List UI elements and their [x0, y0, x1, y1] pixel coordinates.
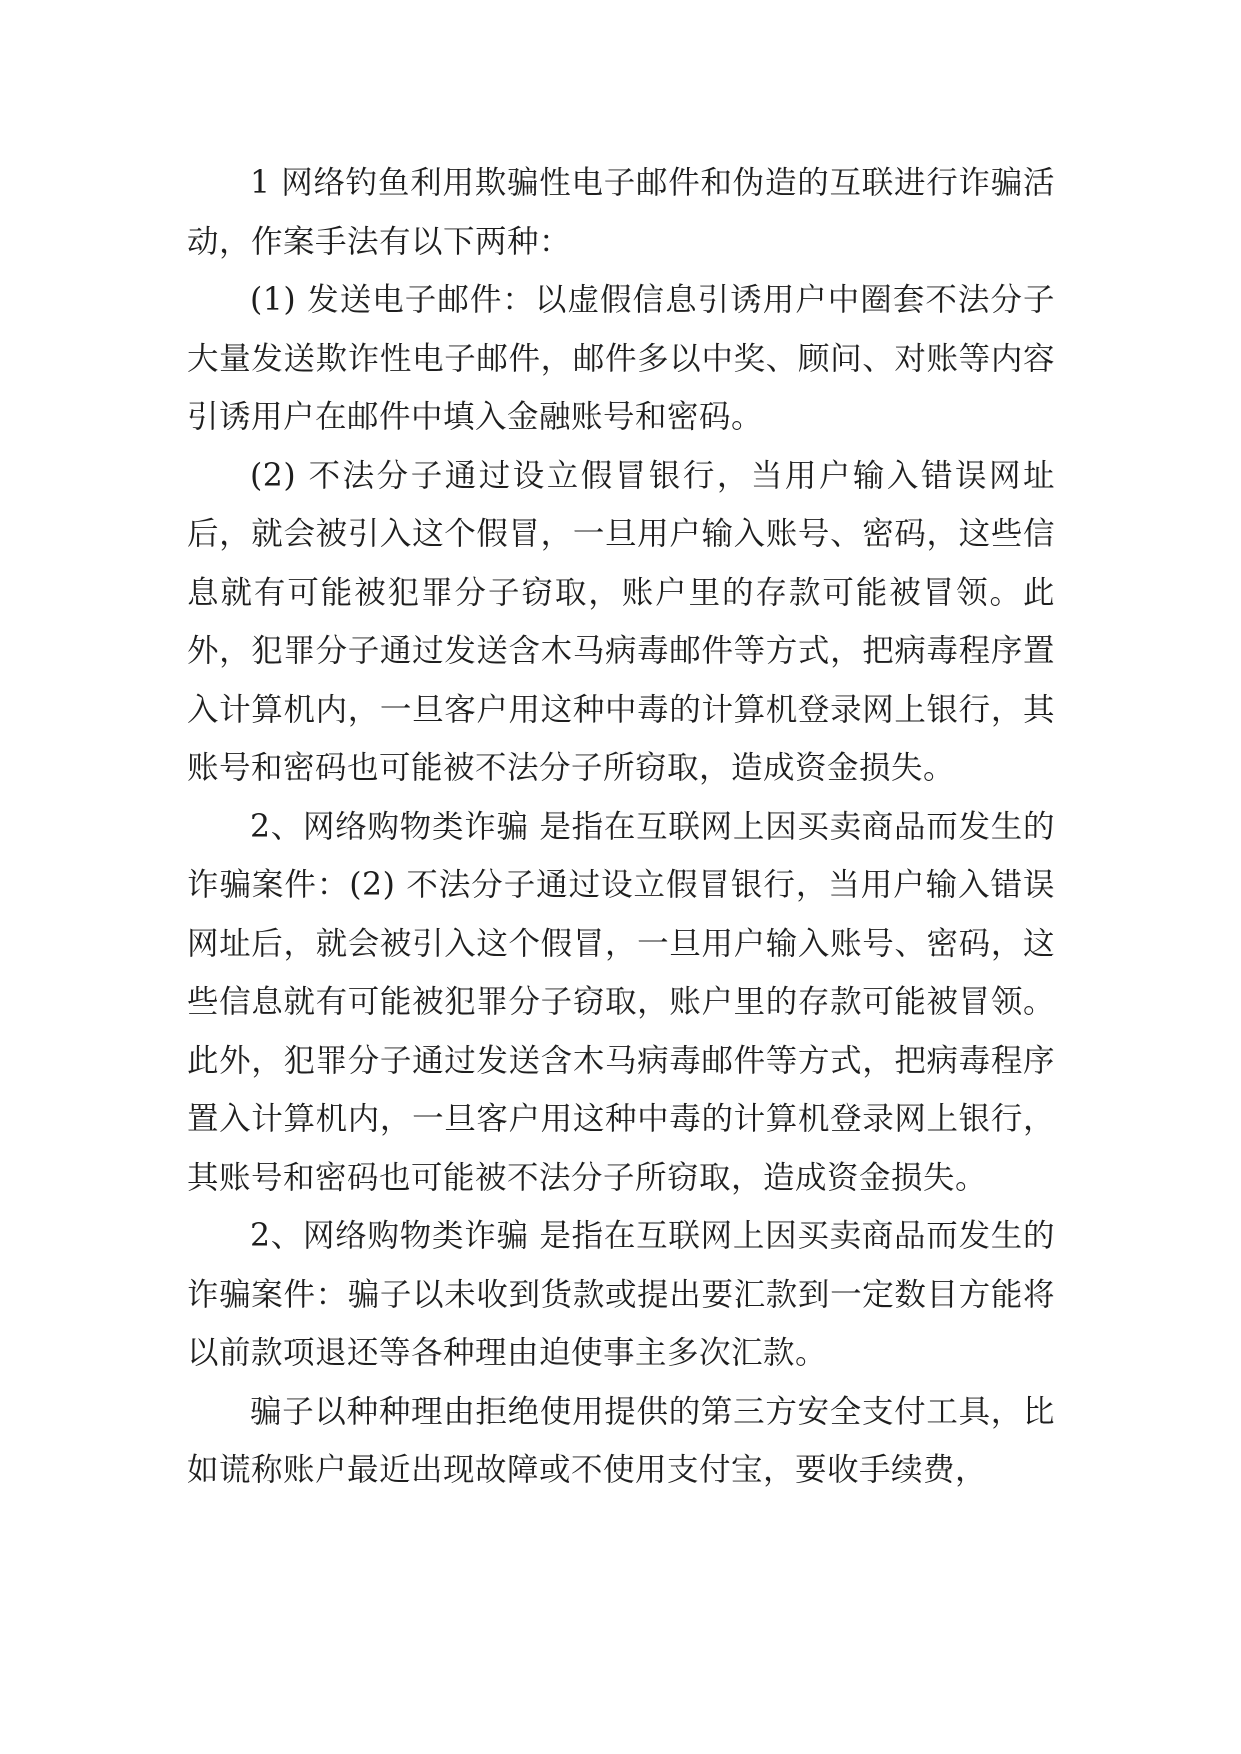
paragraph-phishing-fake-bank: (2) 不法分子通过设立假冒银行，当用户输入错误网址后，就会被引入这个假冒，一旦用户输入账号、密码，这些信息就有可能被犯罪分子窃取，账户里的存款可能被冒领。此外，犯罪分子通过发送含木马病毒邮件等方式，把病毒程序置入计算机内，一旦客户用这种中毒的计算机登录网上银行，其账号和密码也可能被不法分子所窃取，造成资金损失。: [187, 457, 1055, 786]
paragraph-shopping-fraud-2: 2、网络购物类诈骗 是指在互联网上因买卖商品而发生的诈骗案件：骗子以未收到货款或提出要汇款到一定数目方能将以前款项退还等各种理由迫使事主多次汇款。: [187, 1218, 1055, 1371]
paragraph-shopping-fraud-1: 2、网络购物类诈骗 是指在互联网上因买卖商品而发生的诈骗案件：(2) 不法分子通过设立假冒银行，当用户输入错误网址后，就会被引入这个假冒，一旦用户输入账号、密码，这些信息就有可能被犯罪分子窃取，账户里的存款可能被冒领。此外，犯罪分子通过发送含木马病毒邮件等方式，把病毒程序置入计算机内，一旦客户用这种中毒的计算机登录网上银行，其账号和密码也可能被不法分子所窃取，造成资金损失。: [187, 808, 1055, 1196]
paragraph-third-party-payment: 骗子以种种理由拒绝使用提供的第三方安全支付工具，比如谎称账户最近出现故障或不使用支付宝，要收手续费，: [187, 1393, 1055, 1488]
document-body: [187, 154, 1055, 1500]
paragraph-phishing-email: (1) 发送电子邮件：以虚假信息引诱用户中圈套不法分子大量发送欺诈性电子邮件，邮件多以中奖、顾问、对账等内容引诱用户在邮件中填入金融账号和密码。: [187, 282, 1055, 435]
paragraph-phishing-intro: 1 网络钓鱼利用欺骗性电子邮件和伪造的互联进行诈骗活动，作案手法有以下两种：: [187, 165, 1055, 260]
